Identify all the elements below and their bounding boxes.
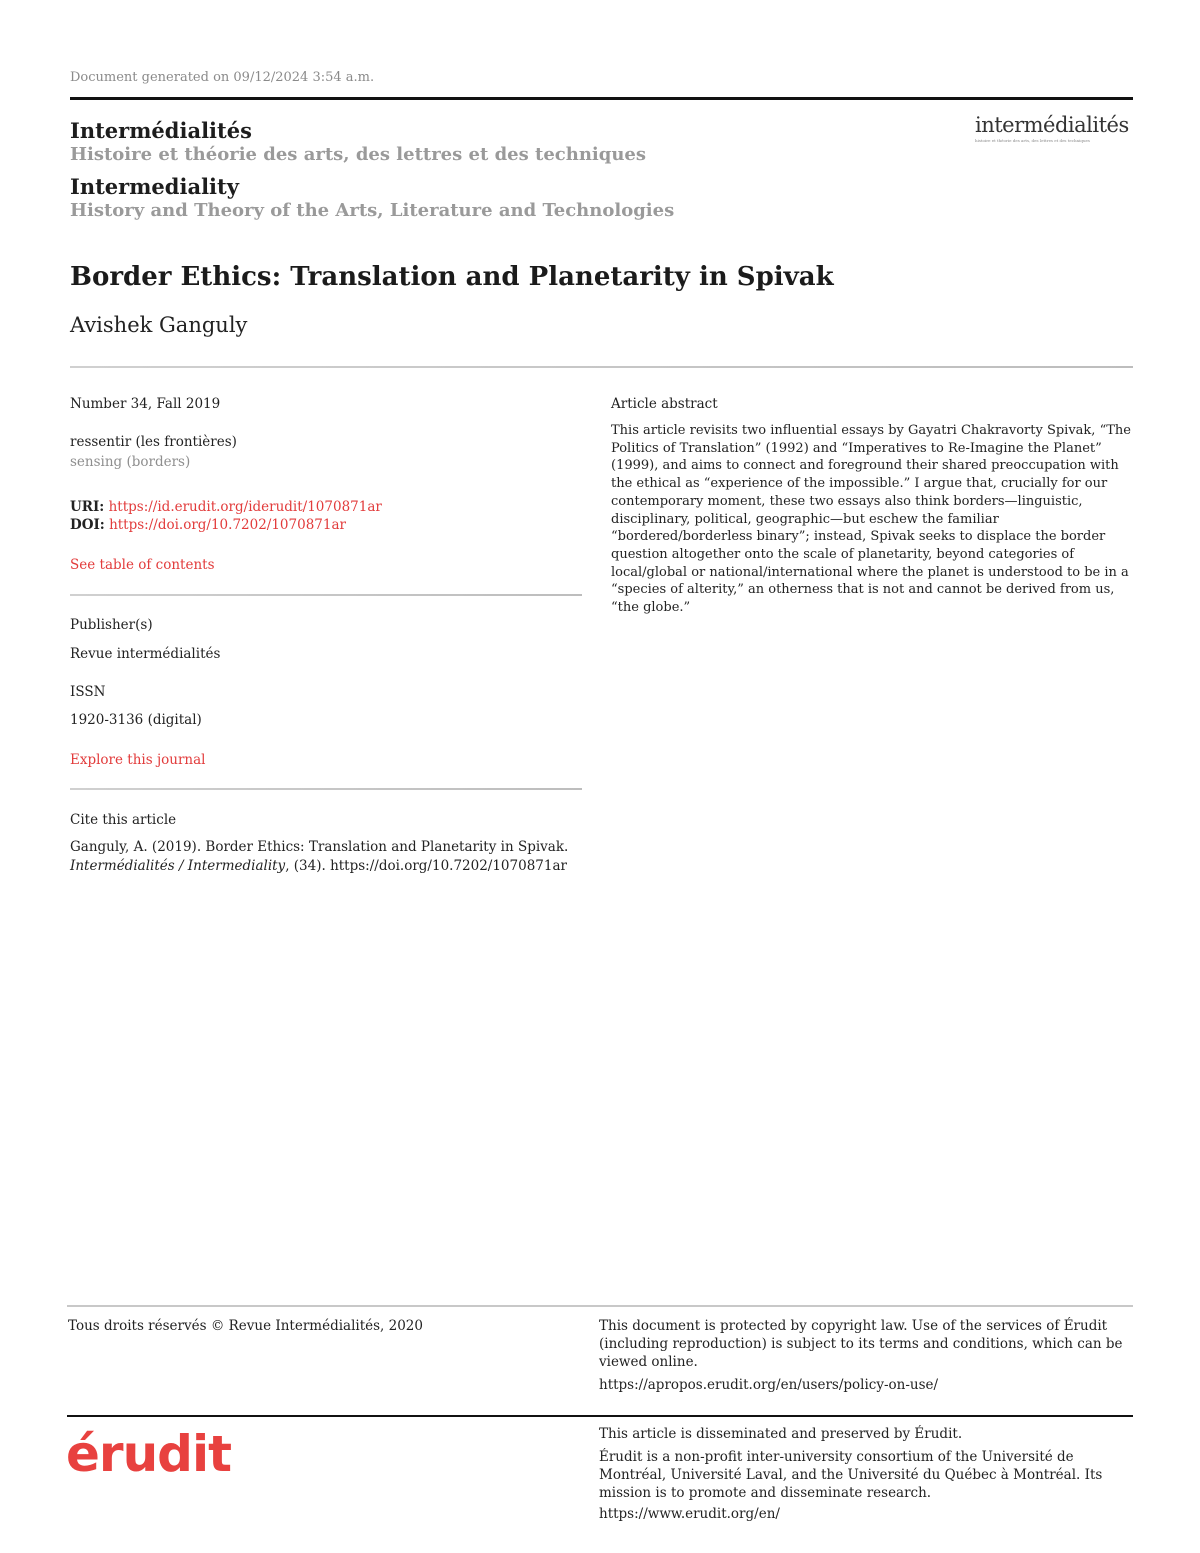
doi-label: DOI: — [70, 517, 105, 533]
footer-divider — [67, 1305, 1133, 1307]
erudit-logo: érudit — [66, 1425, 231, 1483]
cite-journal: Intermédialités / Intermediality — [70, 858, 286, 874]
cite-line-1: Ganguly, A. (2019). Border Ethics: Translation and Planetarity in Spivak. — [70, 839, 569, 855]
disseminated-note: This article is disseminated and preserved by Érudit. — [599, 1426, 963, 1442]
intermedialites-logo-text: intermédialités — [975, 113, 1129, 137]
uri-line — [70, 499, 382, 515]
top-rule — [70, 97, 1133, 100]
issn-heading: ISSN — [70, 684, 106, 700]
issn-value: 1920-3136 (digital) — [70, 712, 202, 728]
publisher-name: Revue intermédialités — [70, 646, 221, 662]
erudit-link[interactable]: https://www.erudit.org/en/ — [599, 1506, 780, 1522]
explore-journal-link[interactable]: Explore this journal — [70, 752, 206, 768]
cite-rest: , (34). https://doi.org/10.7202/1070871ar — [285, 858, 567, 874]
divider — [70, 366, 1133, 368]
rights-statement: Tous droits réservés © Revue Intermédialités, 2020 — [68, 1318, 423, 1334]
journal-title-en: Intermediality — [70, 174, 239, 199]
abstract-heading: Article abstract — [611, 396, 718, 412]
journal-title-fr: Intermédialités — [70, 118, 252, 143]
intermedialites-logo — [975, 113, 1135, 147]
copyright-notice: This document is protected by copyright law. Use of the services of Érudit (including reproduction) is subject to its terms and conditions, which can be viewed online. — [599, 1318, 1123, 1370]
intermedialites-logo-tagline: histoire et théorie des arts, des lettres et des techniques — [975, 138, 1090, 143]
abstract-text: This article revisits two influential essays by Gayatri Chakravorty Spivak, “The Politics of Translation” (1992) and “Imperatives to Re-Imagine the Planet” (1999), and aims to connect and foreground their shared preoccupation with the ethical as “experience of the impossible.” I argue that, crucially for our contemporary moment, these two essays also think borders—linguistic, disciplinary, political, geographic—but eschew the familiar “bordered/borderless binary”; instead, Spivak seeks to displace the border question altogether onto the scale of planetarity, beyond categories of local/global or national/international where the planet is understood to be in a “species of alterity,” an otherness that is not and cannot be derived from us, “the globe.” — [611, 423, 1131, 616]
issue-theme-en: sensing (borders) — [70, 454, 191, 470]
uri-label: URI: — [70, 499, 105, 515]
cite-line-2 — [70, 858, 567, 874]
doi-line — [70, 517, 346, 533]
cite-heading: Cite this article — [70, 812, 177, 828]
article-author: Avishek Ganguly — [70, 313, 248, 337]
issue-theme-fr: ressentir (les frontières) — [70, 434, 237, 450]
journal-subtitle-fr: Histoire et théorie des arts, des lettres et des techniques — [70, 144, 646, 165]
article-title: Border Ethics: Translation and Planetarity in Spivak — [70, 262, 834, 292]
erudit-description: Érudit is a non-profit inter-university consortium of the Université de Montréal, Université Laval, and the Université du Québec à Montréal. Its mission is to promote and disseminate research. — [599, 1449, 1103, 1501]
generated-note: Document generated on 09/12/2024 3:54 a.m. — [70, 70, 375, 85]
publisher-heading: Publisher(s) — [70, 617, 153, 633]
issue-number: Number 34, Fall 2019 — [70, 396, 221, 412]
footer-divider-dark — [67, 1415, 1133, 1417]
toc-link[interactable]: See table of contents — [70, 557, 215, 573]
journal-subtitle-en: History and Theory of the Arts, Literature and Technologies — [70, 200, 675, 221]
divider — [70, 594, 582, 596]
doi-link[interactable]: https://doi.org/10.7202/1070871ar — [109, 517, 346, 533]
divider — [70, 788, 582, 790]
policy-link[interactable]: https://apropos.erudit.org/en/users/policy-on-use/ — [599, 1377, 939, 1393]
uri-link[interactable]: https://id.erudit.org/iderudit/1070871ar — [108, 499, 382, 515]
